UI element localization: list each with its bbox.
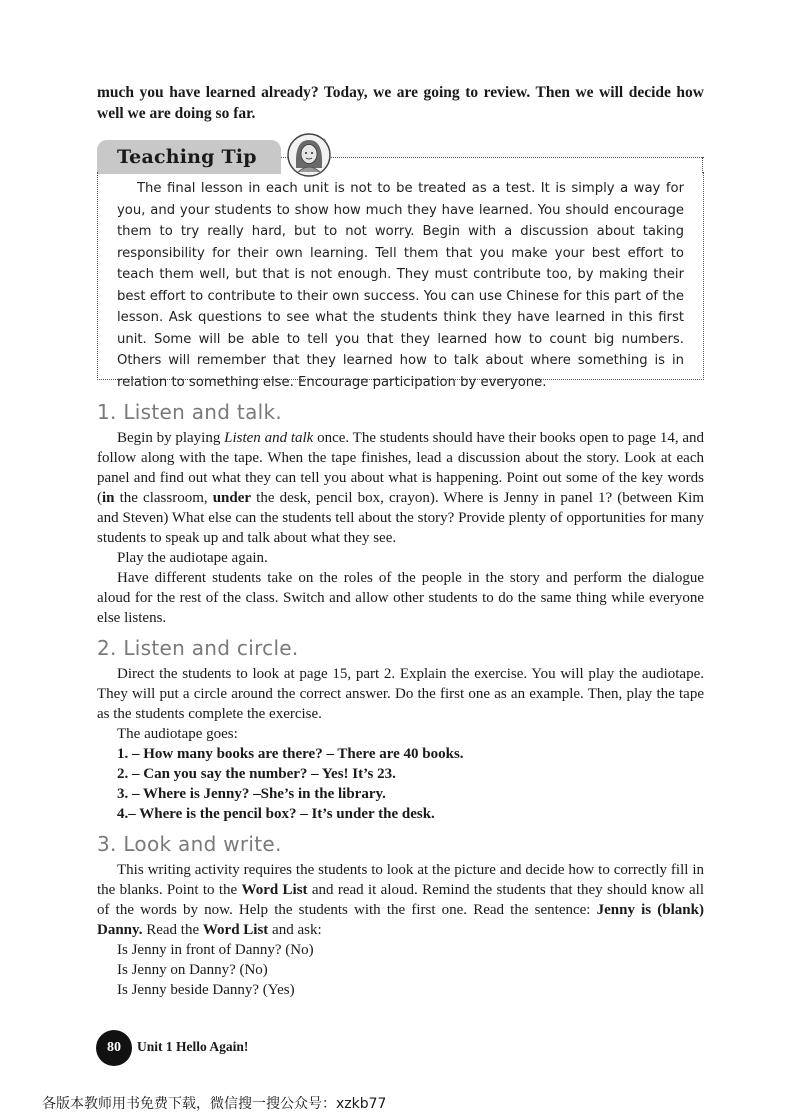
text-run: the desk, pencil box, crayon). Where is Jenny in panel 1? (between Kim and Steven) What else can the students tell about the story? Provide plenty of opportunities for many students to speak up and talk about what they see. — [97, 490, 704, 546]
audiotape-line: 1. – How many books are there? – There are 40 books. — [117, 746, 464, 762]
question-line: Is Jenny beside Danny? (Yes) — [117, 982, 295, 998]
text-run: This writing activity requires the students to look at the picture and decide how to correctly fill in the blanks. Point to the — [97, 862, 704, 898]
section1-paragraph-2: Play the audiotape again. — [117, 550, 268, 566]
question-line: Is Jenny in front of Danny? (No) — [117, 942, 314, 958]
download-watermark: 各版本教师用书免费下载，微信搜一搜公众号：xzkb77 — [42, 1096, 387, 1112]
section2-paragraph-2: The audiotape goes: — [117, 726, 238, 742]
section2-paragraph-1: Direct the students to look at page 15, part 2. Explain the exercise. You will play the audiotape. They will put a circle around the correct answer. Do the first one as an example. Then, play the tape as the students complete the exercise. — [97, 666, 704, 722]
keyword-in: in — [102, 490, 115, 506]
text-run: and read it aloud. Remind the students that they should know all of the words by now. Help the students with the first one. Read the sentence: — [97, 882, 704, 918]
section1-body — [97, 428, 704, 628]
intro-paragraph: much you have learned already? Today, we are going to review. Then we will decide how well we are doing so far. — [97, 84, 704, 122]
section3-body — [97, 860, 704, 1000]
teaching-tip-title: Teaching Tip — [97, 140, 281, 174]
section-heading-listen-and-talk: 1. Listen and talk. — [97, 400, 283, 424]
text-run: and ask: — [268, 922, 322, 938]
text-run: once. The students should have their books open to page 14, and follow along with the tape. When the tape finishes, lead a discussion about the story. Look at each panel and find out what they can tell you about what is happening. Point out some of the key words ( — [97, 430, 704, 506]
audiotape-line: 3. – Where is Jenny? –She’s in the library. — [117, 786, 386, 802]
section-heading-look-and-write: 3. Look and write. — [97, 832, 282, 856]
text-run: the classroom, — [114, 490, 213, 506]
section1-paragraph-3: Have different students take on the roles of the people in the story and perform the dialogue aloud for the rest of the class. Switch and allow other students to do the same thing while everyone else listens. — [97, 570, 704, 626]
text-run: Begin by playing — [117, 430, 225, 446]
teaching-tip-body: The final lesson in each unit is not to be treated as a test. It is simply a way for you, and your students to show how much they have learned. You should encourage them to try really hard, but to not worry. Begin with a discussion about taking responsibility for their own learning. Tell them that you make your best effort to teach them well, but that is not enough. They must contribute too, by making their best effort to contribute to their own success. You can use Chinese for this part of the lesson. Ask questions to see what the students think they have learned in this first unit. Some will be able to tell you that they learned how to count big numbers. Others will remember that they learned how to talk about where something is in relation to something else. Encourage participation by everyone. — [117, 181, 684, 390]
section2-body — [97, 664, 704, 824]
tip-right-border — [702, 157, 703, 173]
audiotape-line: 2. – Can you say the number? – Yes! It’s 23. — [117, 766, 396, 782]
section1-paragraph-1 — [97, 428, 704, 548]
question-line: Is Jenny on Danny? (No) — [117, 962, 268, 978]
tip-top-border — [281, 157, 704, 158]
keyword-word-list: Word List — [202, 922, 269, 938]
section3-paragraph-1 — [97, 860, 704, 940]
keyword-under: under — [212, 490, 252, 506]
page-number-badge: 80 — [96, 1030, 132, 1066]
keyword-sentence: Jenny is (blank) Danny. — [97, 902, 704, 938]
audiotape-line: 4.– Where is the pencil box? – It’s under the desk. — [117, 806, 435, 822]
listen-and-talk-italic: Listen and talk — [224, 430, 314, 446]
section-heading-listen-and-circle: 2. Listen and circle. — [97, 636, 299, 660]
keyword-word-list: Word List — [241, 882, 308, 898]
running-footer-title: Unit 1 Hello Again! — [137, 1039, 249, 1054]
text-run: Read the — [142, 922, 203, 938]
